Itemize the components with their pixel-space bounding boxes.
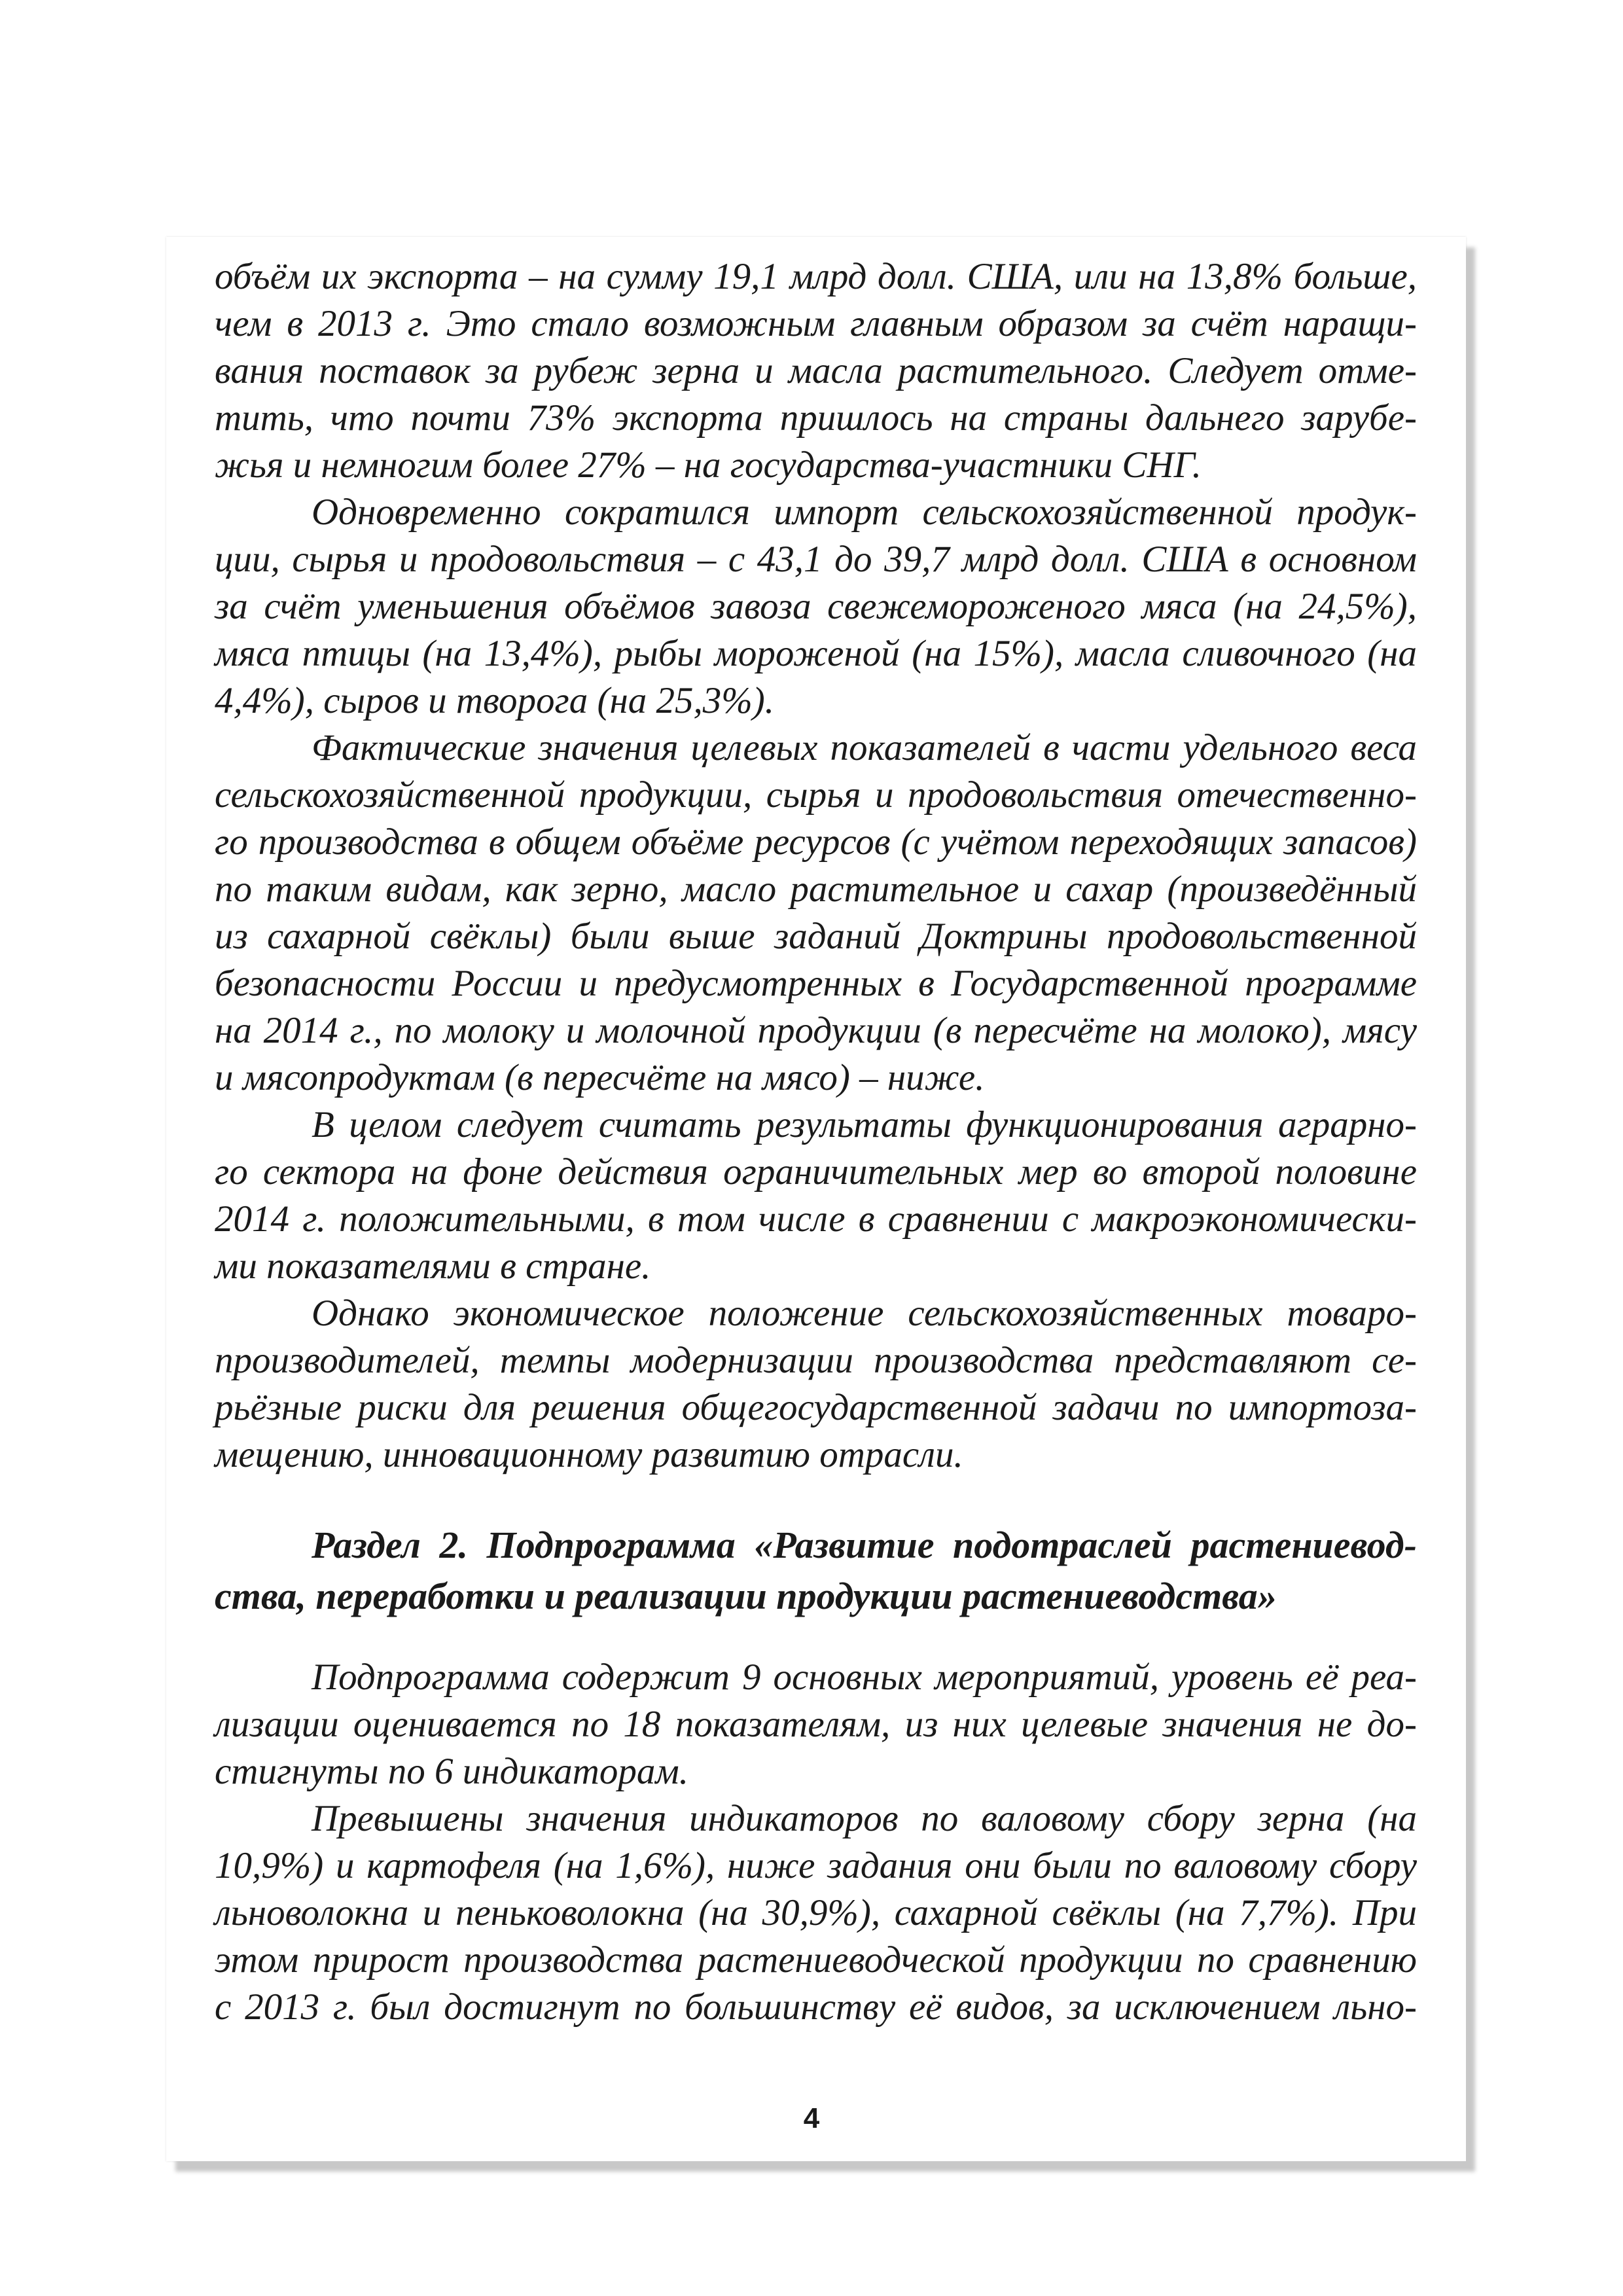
text-line: по таким видам, как зерно, масло растительное и сахар (произведённый bbox=[215, 869, 1417, 910]
text-line: за счёт уменьшения объёмов завоза свежемороженого мяса (на 24,5%), bbox=[215, 586, 1417, 627]
text-line: Подпрограмма содержит 9 основных мероприятий, уровень её реа- bbox=[312, 1657, 1417, 1698]
text-line: с 2013 г. был достигнут по большинству её видов, за исключением льно- bbox=[215, 1986, 1417, 2028]
text-line: безопасности России и предусмотренных в Государственной программе bbox=[215, 963, 1417, 1004]
paragraph bbox=[215, 1795, 1417, 2031]
body-text-top bbox=[215, 253, 1417, 1479]
body-text-bottom bbox=[215, 1654, 1417, 2031]
text-line: тить, что почти 73% экспорта пришлось на страны дальнего зарубе- bbox=[215, 397, 1417, 439]
text-line: Превышены значения индикаторов по валовому сбору зерна (на bbox=[312, 1798, 1417, 1839]
text-line: объём их экспорта – на сумму 19,1 млрд долл. США, или на 13,8% больше, bbox=[215, 256, 1417, 297]
section-heading bbox=[215, 1520, 1417, 1622]
text-line: чем в 2013 г. Это стало возможным главным образом за счёт наращи- bbox=[215, 303, 1417, 344]
heading-line: ства, переработки и реализации продукции растениеводства» bbox=[215, 1575, 1277, 1617]
text-line: В целом следует считать результаты функционирования аграрно- bbox=[312, 1104, 1417, 1145]
paragraph bbox=[215, 1290, 1417, 1479]
text-line: 10,9%) и картофеля (на 1,6%), ниже задания они были по валовому сбору bbox=[215, 1845, 1417, 1886]
text-line: ми показателями в стране. bbox=[215, 1246, 651, 1287]
paragraph bbox=[215, 489, 1417, 725]
text-line: производителей, темпы модернизации производства представляют се- bbox=[215, 1340, 1417, 1381]
text-line: мяса птицы (на 13,4%), рыбы мороженой (на 15%), масла сливочного (на bbox=[215, 633, 1417, 674]
text-line: Однако экономическое положение сельскохозяйственных товаро- bbox=[312, 1293, 1417, 1334]
text-line: этом прирост производства растениеводческой продукции по сравнению bbox=[215, 1939, 1417, 1981]
paragraph bbox=[215, 253, 1417, 489]
text-line: ции, сырья и продовольствия – с 43,1 до 39,7 млрд долл. США в основном bbox=[215, 539, 1417, 580]
text-line: стигнуты по 6 индикаторам. bbox=[215, 1751, 688, 1792]
text-line: на 2014 г., по молоку и молочной продукции (в пересчёте на молоко), мясу bbox=[215, 1010, 1417, 1051]
paragraph bbox=[215, 1654, 1417, 1795]
text-line: 2014 г. положительными, в том числе в сравнении с макроэкономически- bbox=[215, 1198, 1417, 1240]
paragraph bbox=[215, 1102, 1417, 1290]
text-line: рьёзные риски для решения общегосударственной задачи по импортоза- bbox=[215, 1387, 1417, 1428]
text-line: из сахарной свёклы) были выше заданий Доктрины продовольственной bbox=[215, 916, 1417, 957]
text-line: мещению, инновационному развитию отрасли. bbox=[215, 1434, 963, 1475]
text-line: жья и немногим более 27% – на государства-участники СНГ. bbox=[215, 444, 1202, 486]
text-line: лизации оценивается по 18 показателям, из них целевые значения не до- bbox=[215, 1704, 1417, 1745]
text-line: 4,4%), сыров и творога (на 25,3%). bbox=[215, 680, 774, 721]
text-line: сельскохозяйственной продукции, сырья и продовольствия отечественно- bbox=[215, 774, 1417, 816]
text-line: го сектора на фоне действия ограничительных мер во второй половине bbox=[215, 1151, 1417, 1193]
text-line: Одновременно сократился импорт сельскохозяйственной продук- bbox=[312, 492, 1417, 533]
paragraph bbox=[215, 725, 1417, 1102]
text-line: го производства в общем объёме ресурсов (с учётом переходящих запасов) bbox=[215, 821, 1417, 863]
heading-line: Раздел 2. Подпрограмма «Развитие подотраслей растениевод- bbox=[312, 1524, 1417, 1566]
page-number: 4 bbox=[803, 2102, 820, 2134]
text-line: вания поставок за рубеж зерна и масла растительного. Следует отме- bbox=[215, 350, 1417, 391]
text-line: льноволокна и пеньковолокна (на 30,9%), сахарной свёклы (на 7,7%). При bbox=[215, 1892, 1417, 1933]
text-line: Фактические значения целевых показателей в части удельного веса bbox=[312, 727, 1417, 768]
text-line: и мясопродуктам (в пересчёте на мясо) – ниже. bbox=[215, 1057, 985, 1098]
